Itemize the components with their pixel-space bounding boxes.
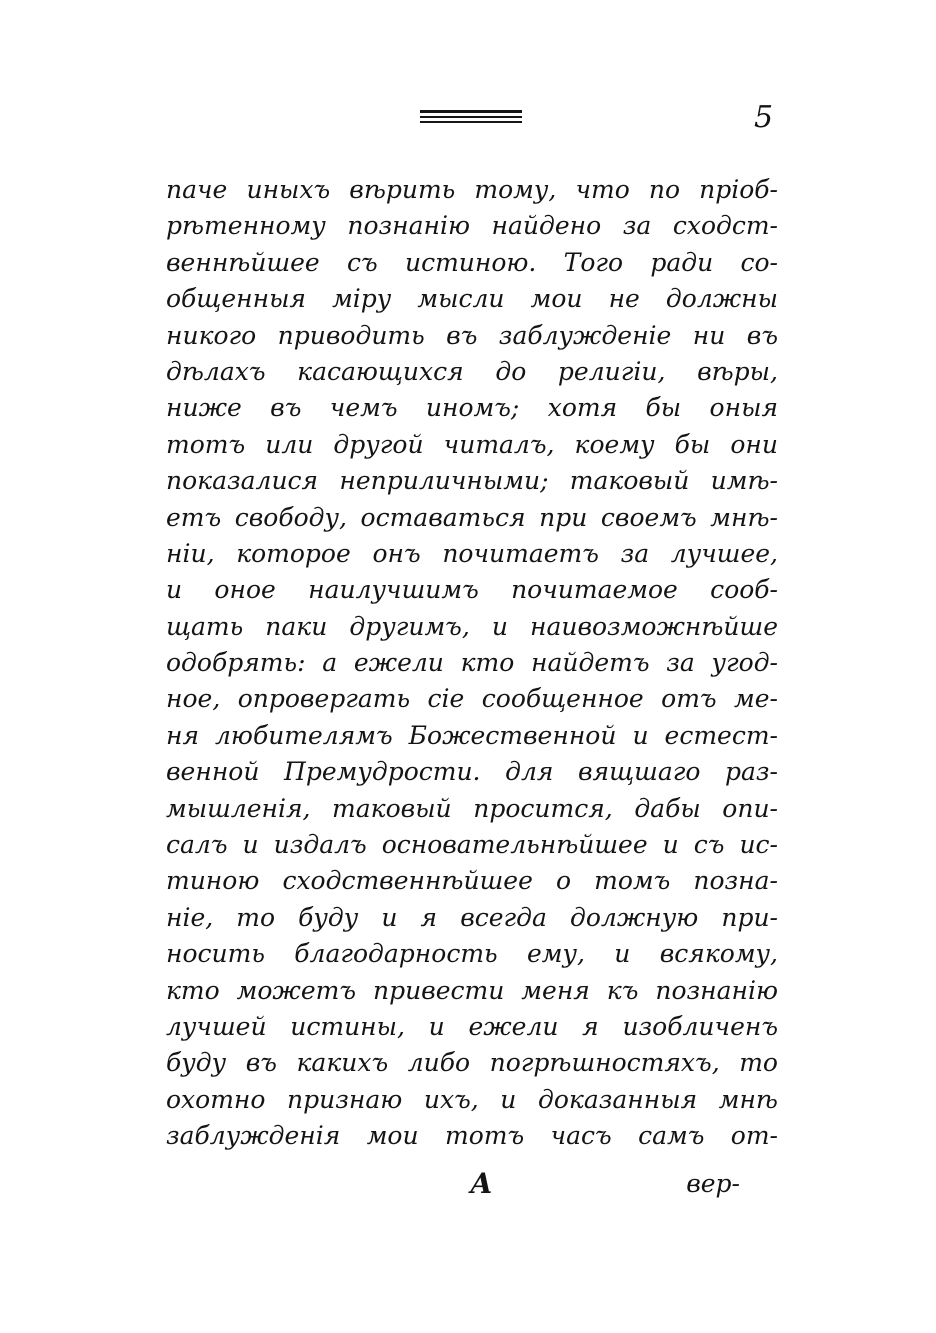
text-line: етъ свободу, оставаться при своемъ мнѣ- <box>166 502 778 532</box>
text-line: и оное наилучшимъ почитаемое сооб- <box>166 575 778 605</box>
text-line: салъ и издалъ основательнѣйшее и съ ис- <box>166 830 778 860</box>
text-line: ное, опровергать сіе сообщенное отъ ме- <box>166 684 778 714</box>
text-line: ніе, то буду и я всегда должную при- <box>166 902 778 932</box>
page-number: 5 <box>754 100 774 135</box>
signature-mark: А <box>470 1167 493 1200</box>
text-line: дѣлахъ касающихся до религіи, вѣры, <box>166 356 778 386</box>
text-line: веннѣйшее съ истиною. Того ради со- <box>166 247 778 277</box>
text-line: венной Премудрости. для вящшаго раз- <box>166 757 778 787</box>
text-line: ниже въ чемъ иномъ; хотя бы оныя <box>166 393 778 423</box>
text-line: ніи, которое онъ почитаетъ за лучшее, <box>166 538 778 568</box>
header-rule-line <box>420 116 522 118</box>
header-rule-line <box>420 110 522 113</box>
body-text <box>166 172 778 1155</box>
text-line: лучшей истины, и ежели я изобличенъ <box>166 1011 778 1041</box>
text-line: показалися неприличными; таковый имѣ- <box>166 466 778 496</box>
text-line: щать паки другимъ, и наивозможнѣйше <box>166 611 778 641</box>
text-line: буду въ какихъ либо погрѣшностяхъ, то <box>166 1048 778 1078</box>
text-line: носить благодарность ему, и всякому, <box>166 939 778 969</box>
header-rule-line <box>420 121 522 123</box>
catchword: вер- <box>686 1169 740 1198</box>
page-footer <box>470 1166 740 1202</box>
text-line: никого приводить въ заблужденіе ни въ <box>166 320 778 350</box>
header-rule <box>420 110 522 124</box>
text-line: одобрять: а ежели кто найдетъ за угод- <box>166 648 778 678</box>
text-line: заблужденія мои тотъ часъ самъ от- <box>166 1121 778 1151</box>
text-line: тиною сходственнѣйшее о томъ позна- <box>166 866 778 896</box>
text-line: рѣтенному познанію найдено за сходст- <box>166 211 778 241</box>
text-line: мышленія, таковый просится, дабы опи- <box>166 793 778 823</box>
text-line: тотъ или другой читалъ, коему бы они <box>166 429 778 459</box>
text-line: общенныя міру мысли мои не должны <box>166 284 778 314</box>
text-line: паче иныхъ вѣрить тому, что по пріоб- <box>166 175 778 204</box>
text-line: охотно признаю ихъ, и доказанныя мнѣ <box>166 1084 778 1114</box>
text-line: кто можетъ привести меня къ познанію <box>166 975 778 1005</box>
text-line: ня любителямъ Божественной и естест- <box>166 720 778 750</box>
